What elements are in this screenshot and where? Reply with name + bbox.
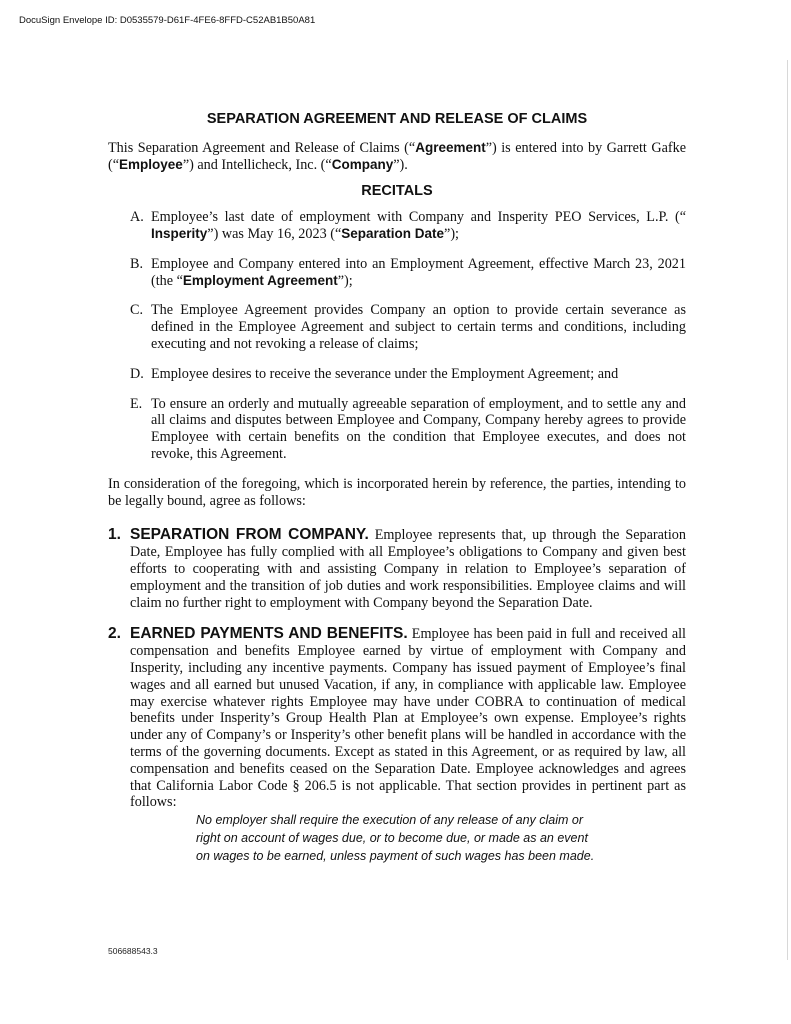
document-page xyxy=(108,108,686,880)
recital-a xyxy=(108,209,686,243)
recitals-heading: RECITALS xyxy=(361,183,433,200)
document-number: 506688543.3 xyxy=(108,946,158,956)
recital-letter: B. xyxy=(130,255,144,272)
intro-paragraph xyxy=(108,140,686,174)
defined-term-employee: Employee xyxy=(119,156,183,172)
section-number: 1. xyxy=(108,526,121,544)
recital-e-text: To ensure an orderly and mutually agreeable separation of employment, and to settle any and all claims and disputes between Employee and Company, Company hereby agrees to provide Employee with certain benefits on the condition that Employee executes, and does not revoke, this Agreement. xyxy=(151,395,686,462)
recital-b-text-1: Employee and Company entered into an Employment Agreement, effective March 23, 2021 (the “ xyxy=(151,255,686,289)
recital-c xyxy=(108,302,686,352)
section-heading: SEPARATION FROM COMPANY. xyxy=(130,526,369,544)
section-number: 2. xyxy=(108,625,121,643)
right-margin-line xyxy=(787,60,788,960)
section-heading: EARNED PAYMENTS AND BENEFITS. xyxy=(130,625,408,643)
recital-a-text-1: Employee’s last date of employment with Company and Insperity PEO Services, L.P. (“ xyxy=(151,209,686,226)
recital-a-text-3: ”); xyxy=(444,225,459,242)
section-body: Employee represents that, up through the Separation Date, Employee has fully complied with all Employee’s obligations to Company and given best efforts to cooperating with and assisting Company in relation to Employee’s separation of employment and the transition of job duties and work responsibilities. Employee claims and will claim no further right to employment with Company beyond the Separation Date. xyxy=(130,527,686,611)
recital-letter: E. xyxy=(130,395,143,412)
defined-term-company: Company xyxy=(331,156,394,172)
recital-a-text-2: ”) was May 16, 2023 (“ xyxy=(207,225,342,242)
defined-term-separation-date: Separation Date xyxy=(341,225,445,241)
document-title: SEPARATION AGREEMENT AND RELEASE OF CLAIMS xyxy=(206,111,588,127)
recital-e xyxy=(108,396,686,463)
intro-text-4: ”). xyxy=(393,156,408,173)
section-body: Employee has been paid in full and received all compensation and benefits Employee earned by virtue of employment with Company and Insperity, including any incentive payments. Company has issued payment of Employee’s final wages and all earned but unused Vacation, if any, in compliance with applicable law. Employee may exercise whatever rights Employee may have under COBRA to continuation of medical benefits under Insperity’s Group Health Plan at Employee’s own expense. Employee’s rights under any of Company’s or Insperity’s other benefit plans will be handled in accordance with the terms of the governing documents. Except as stated in this Agreement, or as required by law, all compensation and benefits ceased on the Separation Date. Employee acknowledges and agrees that California Labor Code § 206.5 is not applicable. That section provides in pertinent part as follows: xyxy=(130,626,686,811)
docusign-envelope-id: DocuSign Envelope ID: D0535579-D61F-4FE6-8FFD-C52AB1B50A81 xyxy=(19,15,316,26)
consideration-paragraph: In consideration of the foregoing, which is incorporated herein by reference, the parties, intending to be legally bound, agree as follows: xyxy=(108,475,686,509)
intro-text-1: This Separation Agreement and Release of Claims (“ xyxy=(108,139,416,156)
intro-text-2: ”) is entered into by Garrett Gafke (“ xyxy=(108,139,686,173)
recital-letter: A. xyxy=(130,209,144,226)
defined-term-employment-agreement: Employment Agreement xyxy=(182,272,338,288)
recital-b-text-2: ”); xyxy=(337,272,353,289)
recital-letter: D. xyxy=(130,365,144,382)
defined-term-insperity: Insperity xyxy=(151,225,208,241)
labor-code-quote: No employer shall require the execution of any release of any claim or right on account of wages due, or to become due, or made as an event on wages to be earned, unless payment of such wages has been made. xyxy=(196,813,595,864)
defined-term-agreement: Agreement xyxy=(415,139,486,155)
recital-c-text: The Employee Agreement provides Company an option to provide certain severance as defined in the Employee Agreement and subject to certain terms and conditions, including executing and not revoking a release of claims; xyxy=(151,302,686,352)
recital-d-text: Employee desires to receive the severance under the Employment Agreement; and xyxy=(151,365,619,382)
intro-text-3: ”) and Intellicheck, Inc. (“ xyxy=(182,156,332,173)
section-earned-payments-and-benefits xyxy=(108,626,686,865)
recital-letter: C. xyxy=(130,302,144,319)
recital-d xyxy=(108,366,686,383)
recital-b xyxy=(108,256,686,290)
section-separation-from-company xyxy=(108,527,686,611)
